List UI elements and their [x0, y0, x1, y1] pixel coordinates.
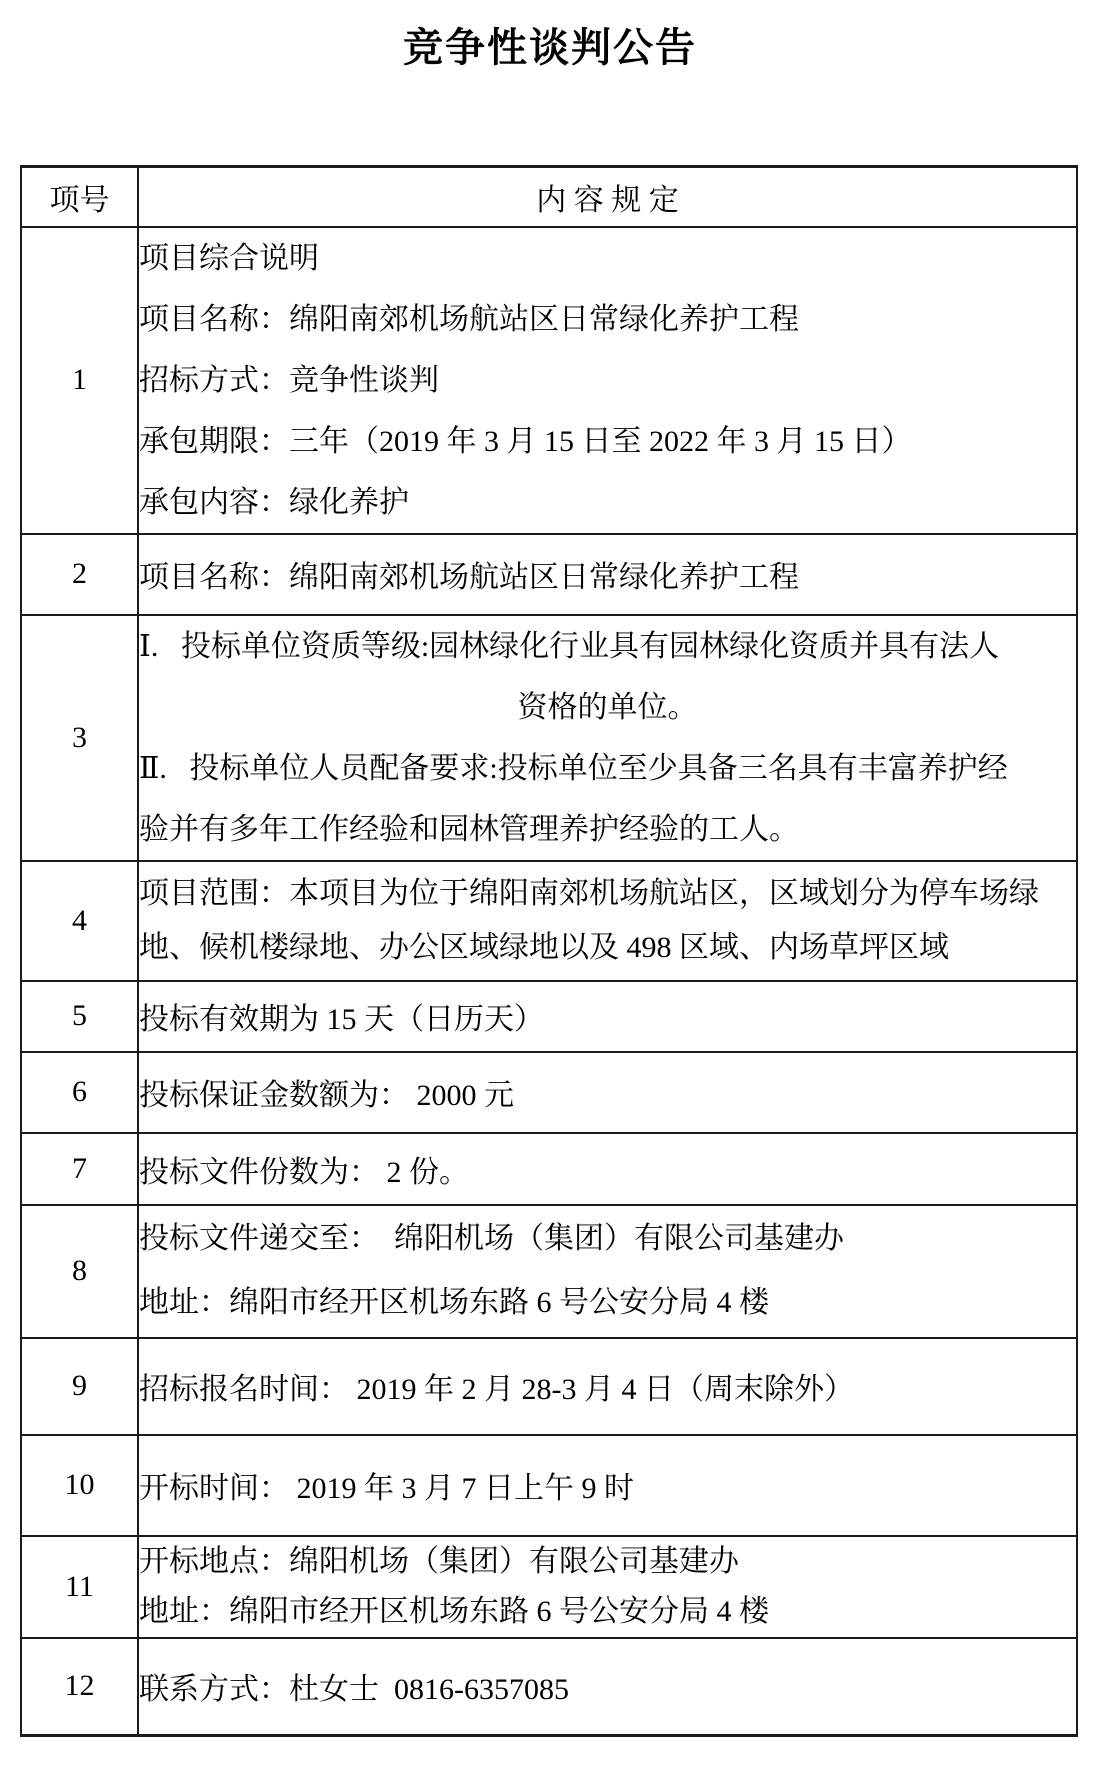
row-content: [138, 615, 1077, 861]
content-line: Ⅰ. 投标单位资质等级:园林绿化行业具有园林绿化资质并具有法人: [139, 629, 1000, 663]
header-item-number: 项号: [21, 167, 138, 227]
content-line: 项目范围：本项目为位于绵阳南郊机场航站区，区域划分为停车场绿: [139, 876, 1039, 910]
content-line: 投标文件份数为： 2 份。: [139, 1155, 469, 1189]
table-row: [21, 534, 1077, 615]
header-content-rules: 内 容 规 定: [138, 167, 1077, 227]
row-number: 3: [21, 615, 138, 861]
content-line: 地址：绵阳市经开区机场东路 6 号公安分局 4 楼: [139, 1594, 769, 1628]
content-line: 招标方式：竞争性谈判: [139, 363, 439, 397]
content-line: 投标保证金数额为： 2000 元: [139, 1079, 514, 1112]
content-line: 地址：绵阳市经开区机场东路 6 号公安分局 4 楼: [139, 1286, 769, 1319]
table-row: [21, 227, 1077, 534]
row-content: [138, 227, 1077, 534]
table-row: [21, 1638, 1077, 1736]
row-content: [138, 1435, 1077, 1536]
content-line: 项目名称：绵阳南郊机场航站区日常绿化养护工程: [139, 302, 799, 336]
table-row: [21, 1435, 1077, 1536]
row-number: 8: [21, 1205, 138, 1338]
content-line: 联系方式：杜女士 0816-6357085: [139, 1673, 569, 1707]
row-number: 5: [21, 981, 138, 1052]
content-line: 投标文件递交至： 绵阳机场（集团）有限公司基建办: [139, 1222, 844, 1255]
table-row: [21, 981, 1077, 1052]
announcement-table: [20, 165, 1078, 1737]
content-line: 承包期限：三年（2019 年 3 月 15 日至 2022 年 3 月 15 日）: [139, 424, 912, 458]
row-number: 1: [21, 227, 138, 534]
row-content: [138, 1133, 1077, 1205]
row-number: 4: [21, 861, 138, 981]
row-content: [138, 861, 1077, 981]
table-row: [21, 615, 1077, 861]
row-number: 11: [21, 1536, 138, 1638]
row-content: [138, 1052, 1077, 1133]
row-number: 10: [21, 1435, 138, 1536]
content-line: 资格的单位。: [517, 690, 698, 724]
table-row: [21, 1205, 1077, 1338]
content-line: 投标有效期为 15 天（日历天）: [139, 1003, 544, 1036]
table-header-row: [21, 167, 1077, 227]
content-line: Ⅱ. 投标单位人员配备要求:投标单位至少具备三名具有丰富养护经: [139, 751, 1008, 785]
row-content: [138, 1536, 1077, 1638]
row-number: 2: [21, 534, 138, 615]
table-row: [21, 1338, 1077, 1435]
table-row: [21, 1133, 1077, 1205]
row-number: 7: [21, 1133, 138, 1205]
content-line: 承包内容：绿化养护: [139, 485, 409, 519]
content-line: 项目综合说明: [139, 241, 319, 275]
row-content: [138, 1338, 1077, 1435]
table-row: [21, 1536, 1077, 1638]
row-content: [138, 1205, 1077, 1338]
row-number: 12: [21, 1638, 138, 1736]
content-line: 招标报名时间： 2019 年 2 月 28-3 月 4 日（周末除外）: [139, 1373, 854, 1406]
row-content: [138, 1638, 1077, 1736]
row-content: [138, 981, 1077, 1052]
row-content: [138, 534, 1077, 615]
row-number: 9: [21, 1338, 138, 1435]
table-row: [21, 861, 1077, 981]
content-line: 开标地点：绵阳机场（集团）有限公司基建办: [139, 1544, 739, 1578]
content-line: 开标时间： 2019 年 3 月 7 日上午 9 时: [139, 1472, 634, 1505]
document-title: 竞争性谈判公告: [403, 25, 697, 70]
content-line: 地、候机楼绿地、办公区域绿地以及 498 区域、内场草坪区域: [139, 930, 949, 964]
table-row: [21, 1052, 1077, 1133]
content-line: 验并有多年工作经验和园林管理养护经验的工人。: [139, 812, 799, 846]
row-number: 6: [21, 1052, 138, 1133]
content-line: 项目名称：绵阳南郊机场航站区日常绿化养护工程: [139, 561, 799, 594]
